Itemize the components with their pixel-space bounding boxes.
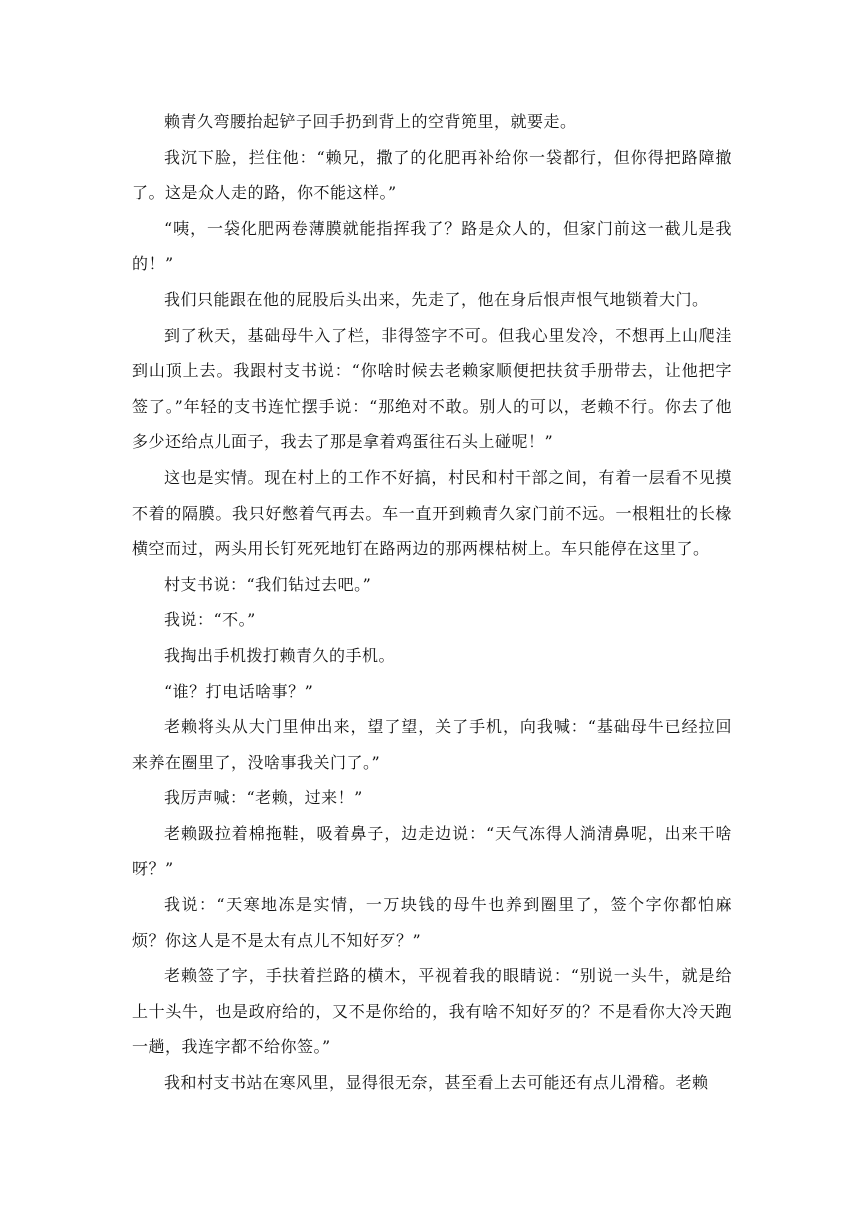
paragraph: 我厉声喊：“老赖，过来！” (164, 788, 363, 808)
paragraph: 老赖签了字，手扶着拦路的横木，平视着我的眼睛说：“别说一头牛，就是给上十头牛，也是政府给的，又不是你给的，我有啥不知好歹的？不是看你大冷天跑一趟，我连字都不给你签。” (132, 966, 732, 1057)
paragraph: 老赖趿拉着棉拖鞋，吸着鼻子，边走边说：“天气冻得人淌清鼻呢，出来干啥呀？” (132, 823, 732, 879)
paragraph: 我掏出手机拨打赖青久的手机。 (164, 645, 396, 665)
paragraph: 到了秋天，基础母牛入了栏，非得签字不可。但我心里发冷，不想再上山爬洼到山顶上去。我跟村支书说：“你啥时候去老赖家顺便把扶贫手册带去，让他把字签了。”年轻的支书连忙摆手说：“那绝对不敢。别人的可以，老赖不行。你去了他多少还给点儿面子，我去了那是拿着鸡蛋往石头上碰呢！” (132, 325, 732, 452)
paragraph: “咦，一袋化肥两卷薄膜就能指挥我了？路是众人的，但家门前这一截儿是我的！” (132, 218, 732, 274)
paragraph: 我们只能跟在他的屁股后头出来，先走了，他在身后恨声恨气地锁着大门。 (164, 289, 709, 309)
paragraph: 我沉下脸，拦住他：“赖兄，撒了的化肥再补给你一袋都行，但你得把路障撤了。这是众人走的路，你不能这样。” (132, 147, 732, 203)
paragraph: 我说：“不。” (164, 610, 256, 630)
paragraph: “谁？打电话啥事？” (164, 681, 314, 701)
paragraph: 赖青久弯腰抬起铲子回手扔到背上的空背篼里，就要走。 (164, 112, 577, 131)
paragraph: 我说：“天寒地冻是实情，一万块钱的母牛也养到圈里了，签个字你都怕麻烦？你这人是不是太有点儿不知好歹？” (132, 895, 732, 950)
paragraph: 老赖将头从大门里伸出来，望了望，关了手机，向我喊：“基础母牛已经拉回来养在圈里了，没啥事我关门了。” (132, 717, 732, 772)
paragraph: 我和村支书站在寒风里，显得很无奈，甚至看上去可能还有点儿滑稽。老赖 (164, 1073, 709, 1093)
paragraph: 这也是实情。现在村上的工作不好搞，村民和村干部之间，有着一层看不见摸不着的隔膜。我只好憋着气再去。车一直开到赖青久家门前不远。一根粗壮的长椽横空而过，两头用长钉死死地钉在路两边的那两棵枯树上。车只能停在这里了。 (132, 467, 732, 559)
paragraph: 村支书说：“我们钻过去吧。” (164, 574, 372, 594)
document-page (132, 104, 732, 1101)
